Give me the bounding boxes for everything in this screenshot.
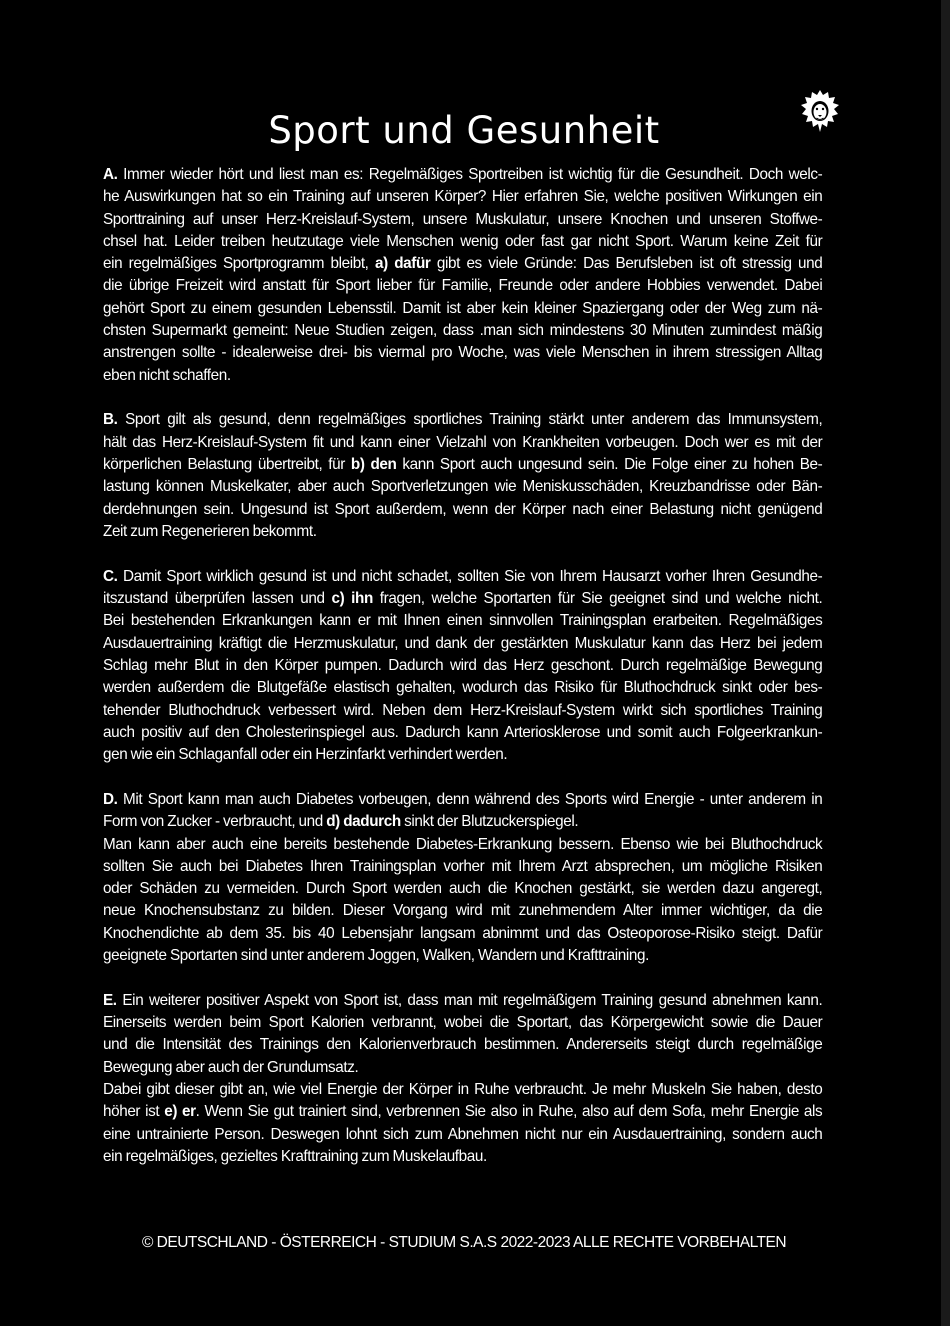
text-segment: gen wie ein Schlaganfall oder ein Herzinfarkt verhindert werden. <box>103 746 508 764</box>
text-segment: oder Schäden zu vermeiden. Durch Sport werden auch die Knochen gestärkt, sie werden dazu angeregt, <box>103 880 823 898</box>
text-line <box>103 588 822 610</box>
paragraph-d <box>103 789 822 967</box>
text-segment: höher ist <box>103 1103 165 1121</box>
text-line <box>103 275 822 297</box>
text-line <box>103 365 822 387</box>
text-segment: werden außerdem die Blutgefäße elastisch gehalten, wodurch das Risiko für Bluthochdruck sinkt oder bes- <box>103 679 823 697</box>
text-segment: Sporttraining auf unser Herz-Kreislauf-System, unsere Muskulatur, unsere Knochen und unseren Stoffwe- <box>103 210 823 228</box>
answer-key: e) er <box>164 1103 196 1121</box>
text-line <box>103 186 822 208</box>
answer-key: c) ihn <box>331 590 373 608</box>
text-segment: körperlichen Belastung übertreibt, für <box>103 456 351 474</box>
lion-head-icon <box>800 88 840 134</box>
text-line <box>103 856 822 878</box>
text-segment: Sport gilt als gesund, denn regelmäßiges sportliches Training stärkt unter anderem das Immunsystem, <box>125 411 823 429</box>
text-segment: Form von Zucker - verbraucht, und <box>103 813 327 831</box>
page-title: Sport und Gesunheit <box>268 108 660 152</box>
article-body <box>103 164 822 1191</box>
text-segment: die übrige Freizeit wird anstatt für Sport lieber für Familie, Freunde oder andere Hobbies verwendet. Dabei <box>103 277 823 295</box>
text-segment: chsten Supermarkt gemeint: Neue Studien zeigen, dass .man sich mindestens 30 Minuten zumindest mäßig <box>103 322 823 340</box>
text-line <box>103 655 822 677</box>
text-segment: Ein weiterer positiver Aspekt von Sport ist, dass man mit regelmäßigem Training gesund abnehmen kann. <box>122 991 823 1009</box>
text-segment: hält das Herz-Kreislauf-System fit und kann einer Vielzahl von Krankheiten vorbeugen. Doch wer es mit der <box>103 433 823 451</box>
text-line <box>103 1101 822 1123</box>
text-line <box>103 342 822 364</box>
text-line <box>103 923 822 945</box>
text-segment: derdehnungen sein. Ungesund ist Sport außerdem, wenn der Körper nach einer Belastung nicht genügend <box>103 500 823 518</box>
text-segment: auch positiv auf den Cholesterinspiegel aus. Dadurch kann Arteriosklerose und somit auch Folgeerkrankun- <box>103 723 823 741</box>
text-segment: sinkt der Blutzuckerspiegel. <box>400 813 579 831</box>
text-segment: Immer wieder hört und liest man es: Regelmäßiges Sportreiben ist wichtig für die Gesundheit. Doch welc- <box>123 166 823 183</box>
answer-key: b) den <box>350 456 397 474</box>
text-line <box>103 900 822 922</box>
text-segment: gehört Sport zu einem gesunden Lebensstil. Damit ist aber kein kleiner Spaziergang oder der Weg zum nä- <box>103 299 823 317</box>
text-segment: itszustand überprüfen lassen und <box>103 590 332 608</box>
text-segment: neue Knochensubstanz zu bilden. Dieser Vorgang wird mit zunehmendem Alter immer wichtiger, da die <box>103 902 823 920</box>
paragraph-label: D. <box>103 790 118 808</box>
text-segment: Knochendichte ab dem 35. bis 40 Lebensjahr langsam abnimmt und das Osteoporose-Risiko steigt. Dafür <box>103 924 823 942</box>
text-line <box>103 789 822 811</box>
text-line <box>103 945 822 967</box>
paragraph-b <box>103 409 822 543</box>
text-line <box>103 432 822 454</box>
text-segment: gibt es viele Gründe: Das Berufsleben ist oft stressig und <box>430 255 823 273</box>
text-segment: tehender Bluthochdruck verbessert wird. Neben dem Herz-Kreislauf-System wirkt sich sportliches Training <box>103 701 823 719</box>
text-line <box>103 521 822 543</box>
text-segment: Dabei gibt dieser gibt an, wie viel Energie der Körper in Ruhe verbraucht. Je mehr Muskeln Sie haben, desto <box>103 1080 823 1098</box>
text-line <box>103 320 822 342</box>
text-line <box>103 811 822 833</box>
text-line <box>103 231 822 253</box>
text-line <box>103 990 822 1012</box>
text-segment: Man kann aber auch eine bereits bestehende Diabetes-Erkrankung bessern. Ebenso wie bei Bluthochdruck <box>103 835 823 853</box>
text-line <box>103 298 822 320</box>
text-line <box>103 454 822 476</box>
text-line <box>103 744 822 766</box>
text-segment: geeignete Sportarten sind unter anderem Joggen, Walken, Wandern und Krafttraining. <box>103 947 649 964</box>
text-segment: chsel hat. Leider treiben heutzutage viele Menschen wenig oder fast gar nicht Sport. Warum keine Zeit für <box>103 232 823 250</box>
text-segment: Schlag mehr Blut in den Körper pumpen. Dadurch wird das Herz geschont. Durch regelmäßige Bewegung <box>103 656 823 674</box>
text-segment: kann Sport auch ungesund sein. Die Folge einer zu hohen Be- <box>396 456 823 474</box>
paragraph-label: C. <box>103 567 118 585</box>
text-segment: Zeit zum Regenerieren bekommt. <box>103 522 317 540</box>
text-line <box>103 253 822 275</box>
text-segment: . Wenn Sie gut trainiert sind, verbrennen Sie also in Ruhe, also auf dem Sofa, mehr Energie als <box>195 1103 823 1121</box>
text-segment: eine untrainierte Person. Deswegen lohnt sich zum Abnehmen nicht nur ein Ausdauertraining, sondern auch <box>103 1125 823 1143</box>
text-segment: fragen, welche Sportarten für Sie geeignet sind und welche nicht. <box>372 590 823 608</box>
paragraph-c <box>103 566 822 767</box>
text-segment: ein regelmäßiges Sportprogramm bleibt, <box>103 255 375 273</box>
paragraph-a <box>103 164 822 387</box>
text-line <box>103 409 822 431</box>
text-line <box>103 1034 822 1056</box>
text-line <box>103 164 822 186</box>
text-line <box>103 633 822 655</box>
copyright-footer: © DEUTSCHLAND - ÖSTERREICH - STUDIUM S.A.S 2022-2023 ALLE RECHTE VORBEHALTEN <box>141 1234 787 1251</box>
text-segment: Mit Sport kann man auch Diabetes vorbeugen, denn während des Sports wird Energie - unter anderem in <box>122 790 823 808</box>
text-segment: Bei bestehenden Erkrankungen kann er mit Ihnen einen sinnvollen Trainingsplan erarbeiten. Regelmäßiges <box>103 612 823 630</box>
text-line <box>103 878 822 900</box>
text-segment: he Auswirkungen hat so ein Training auf unseren Körper? Hier erfahren Sie, welche positiven Wirkungen ein <box>103 188 823 206</box>
text-line <box>103 1124 822 1146</box>
text-segment: Bewegung aber auch der Grundumsatz. <box>103 1058 359 1076</box>
text-line <box>103 834 822 856</box>
paragraph-e <box>103 990 822 1168</box>
paragraph-label: E. <box>103 991 117 1009</box>
text-line <box>103 1079 822 1101</box>
text-line <box>103 566 822 588</box>
text-segment: sollten Sie auch bei Diabetes Ihren Trainingsplan vorher mit Ihrem Arzt absprechen, um mögliche Risiken <box>103 857 823 875</box>
text-line <box>103 1057 822 1079</box>
text-line <box>103 1146 822 1168</box>
text-segment: anstrengen sollte - idealerweise drei- bis viermal pro Woche, was viele Menschen in ihrem stressigen Alltag <box>103 344 823 362</box>
text-line <box>103 722 822 744</box>
text-line <box>103 700 822 722</box>
text-segment: Damit Sport wirklich gesund ist und nicht schadet, sollten Sie von Ihrem Hausarzt vorher Ihren Gesundhe- <box>122 567 823 585</box>
text-line <box>103 677 822 699</box>
text-line <box>103 209 822 231</box>
text-segment: Ausdauertraining kräftigt die Herzmuskulatur, und dank der gestärkten Muskulatur kann das Herz bei jedem <box>103 634 823 652</box>
text-segment: ein regelmäßiges, gezieltes Krafttraining zum Muskelaufbau. <box>103 1147 487 1165</box>
text-line <box>103 1012 822 1034</box>
text-segment: Einerseits werden beim Sport Kalorien verbrannt, wobei die Sportart, das Körpergewicht sowie die Dauer <box>103 1014 823 1032</box>
text-line <box>103 499 822 521</box>
paragraph-label: A. <box>103 166 118 183</box>
text-line <box>103 610 822 632</box>
text-segment: lastung können Muskelkater, aber auch Sportverletzungen wie Meniskusschäden, Kreuzbandrisse oder Bän- <box>103 478 823 496</box>
answer-key: d) dadurch <box>326 813 401 831</box>
answer-key: a) dafür <box>374 255 431 273</box>
paragraph-label: B. <box>103 411 118 429</box>
text-segment: eben nicht schaffen. <box>103 366 231 384</box>
text-line <box>103 476 822 498</box>
text-segment: und die Intensität des Trainings den Kalorienverbrauch bestimmen. Andererseits steigt durch regelmäßige <box>103 1036 823 1054</box>
page-edge <box>941 0 950 1326</box>
